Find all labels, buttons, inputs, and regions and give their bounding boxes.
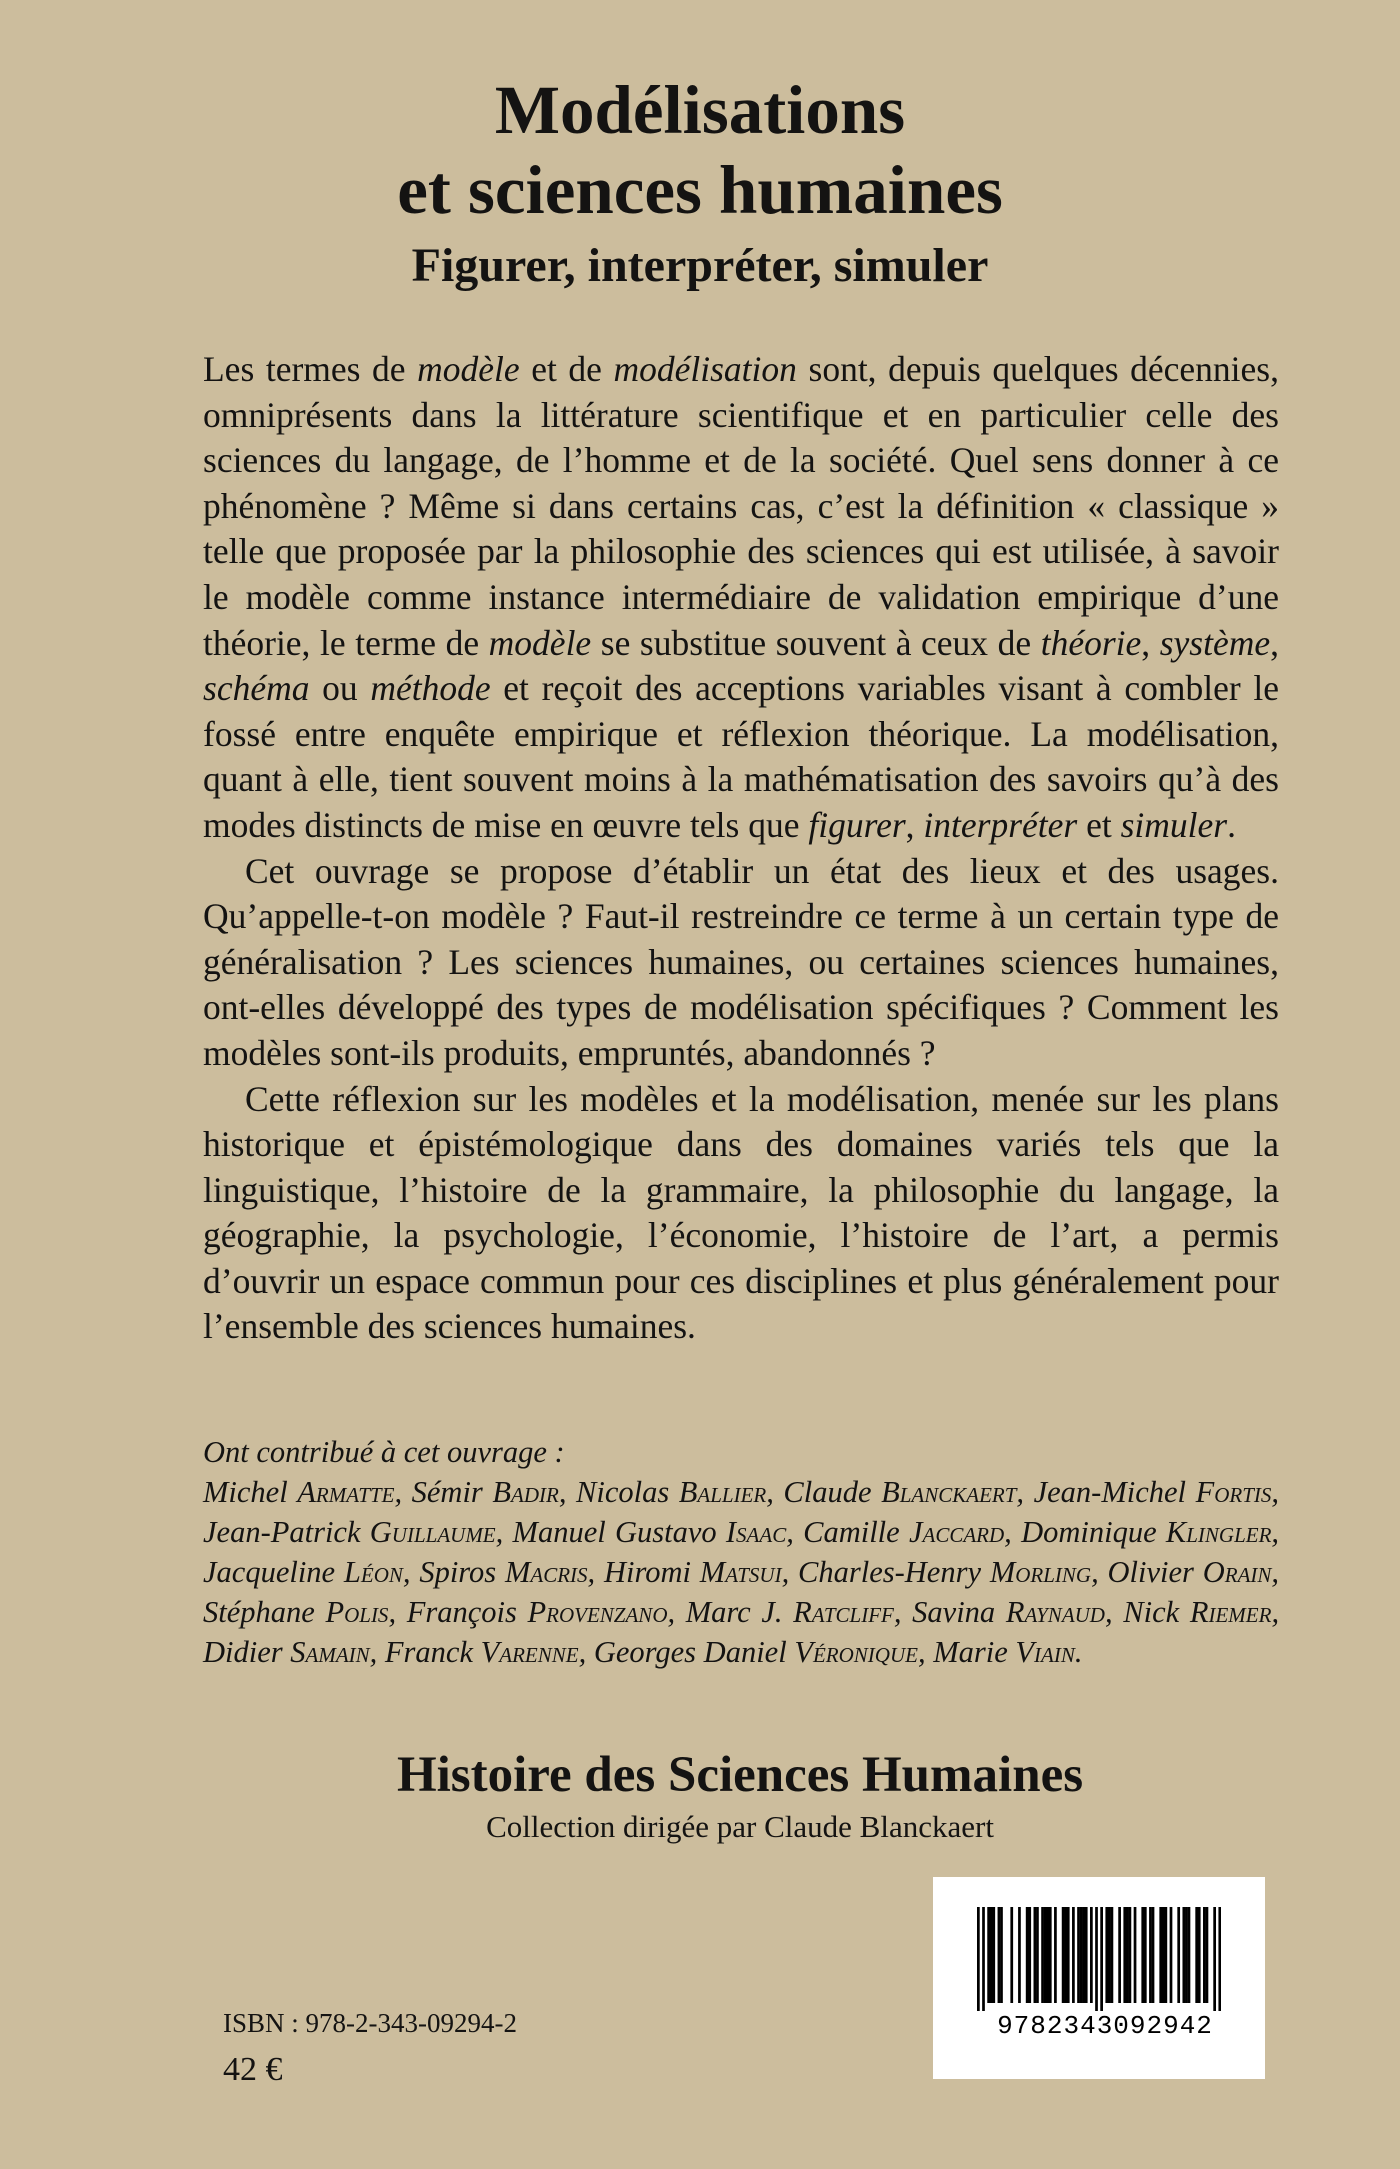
contributor: Spiros Macris,	[419, 1555, 604, 1589]
contributor: Jean-Patrick Guillaume,	[203, 1515, 513, 1549]
contributor: Nick Riemer,	[1123, 1595, 1280, 1629]
barcode-bar	[1141, 1907, 1144, 2003]
barcode-bar	[1026, 1907, 1029, 2003]
contributor-first-name: Olivier	[1107, 1555, 1194, 1589]
contributor-first-name: Didier	[203, 1635, 283, 1669]
barcode-bar	[1149, 1907, 1152, 2003]
contributor: Charles-Henry Morling,	[798, 1555, 1108, 1589]
barcode-bar	[1129, 1907, 1132, 2003]
barcode-bar	[998, 1907, 1001, 2003]
barcode-bar	[1072, 1907, 1075, 2003]
isbn: ISBN : 978-2-343-09294-2	[223, 2008, 517, 2038]
contributor-first-name: Camille	[803, 1515, 900, 1549]
contributor-first-name: Nicolas	[576, 1475, 670, 1509]
barcode-bar	[1049, 1907, 1052, 2003]
contributor-last-name: Jaccard	[908, 1515, 1005, 1549]
contributor-first-name: Nick	[1123, 1595, 1180, 1629]
contributor-first-name: Jean-Michel	[1033, 1475, 1187, 1509]
contributor-last-name: Blanckaert	[881, 1475, 1017, 1509]
contributor-last-name: Léon	[343, 1555, 403, 1589]
barcode-bar	[1062, 1907, 1065, 2003]
contributor-last-name: Fortis	[1195, 1475, 1272, 1509]
contributor: Marie Viain.	[933, 1635, 1083, 1669]
barcode	[933, 1877, 1265, 2079]
contributor-first-name: Savina	[912, 1595, 996, 1629]
text-run: ,	[1141, 622, 1160, 663]
text-run: ou	[309, 668, 371, 709]
contributor-last-name: Raynaud	[1005, 1595, 1105, 1629]
barcode-bar	[1126, 1907, 1129, 2003]
contributor-first-name: Stéphane	[203, 1595, 315, 1629]
contributor: Jacqueline Léon,	[203, 1555, 420, 1589]
back-cover-blurb	[203, 347, 1279, 1350]
italic-term: interpréter	[923, 804, 1078, 845]
barcode-digits: 9782343092942	[997, 2011, 1213, 2041]
contributor-last-name: Ratcliff	[793, 1595, 894, 1629]
italic-term: modèle	[417, 349, 520, 389]
series-title: Histoire des Sciences Humaines	[396, 1747, 1084, 1803]
contributor: Didier Samain,	[203, 1635, 385, 1669]
italic-term: schéma	[203, 668, 310, 709]
contributor-first-name: Michel	[203, 1475, 288, 1509]
contributor-first-name: Sémir	[411, 1475, 483, 1509]
contributor-last-name: Riemer	[1189, 1595, 1272, 1629]
contributor-last-name: Ballier	[678, 1475, 767, 1509]
barcode-bar	[1206, 1907, 1209, 2003]
book-subtitle: Figurer, interpréter, simuler	[411, 239, 989, 292]
series-editor: Collection dirigée par Claude Blanckaert	[486, 1809, 994, 1844]
text-run: et	[1077, 804, 1121, 845]
barcode-bar	[1028, 1907, 1031, 2003]
contributors-heading: Ont contribué à cet ouvrage :	[203, 1435, 565, 1469]
contributor: François Provenzano,	[406, 1595, 686, 1629]
barcode-bar	[1010, 1907, 1013, 2003]
barcode-bar	[1041, 1907, 1044, 2003]
italic-term: théorie	[1040, 622, 1142, 663]
barcode-bar	[1170, 1907, 1173, 2003]
contributor: Hiromi Matsui,	[603, 1555, 799, 1589]
contributor-last-name: Guillaume	[369, 1515, 496, 1549]
barcode-bar	[1198, 1907, 1201, 2003]
contributors-block	[203, 1432, 1279, 1672]
contributor-first-name: Spiros	[419, 1555, 497, 1589]
barcode-bar	[1195, 1907, 1198, 2003]
barcode-bar	[990, 1907, 993, 2003]
barcode-bar	[1213, 1907, 1216, 2011]
barcode-bar	[1105, 1907, 1108, 2003]
barcode-bar	[1111, 1907, 1114, 2003]
barcode-bar	[977, 1907, 980, 2011]
contributor-first-name: Charles-Henry	[798, 1555, 982, 1589]
barcode-bar	[1203, 1907, 1206, 2003]
barcode-bar	[1095, 1907, 1098, 2011]
contributor-last-name: Orain	[1202, 1555, 1272, 1589]
barcode-bar	[987, 1907, 990, 2003]
barcode-bar	[1108, 1907, 1111, 2003]
contributor-last-name: Klingler	[1165, 1515, 1272, 1549]
contributor-first-name: Hiromi	[603, 1555, 691, 1589]
contributor: Nicolas Ballier,	[576, 1475, 784, 1509]
barcode-bar	[1044, 1907, 1047, 2003]
barcode-bar	[1036, 1907, 1039, 2003]
contributor-last-name: Badir	[492, 1475, 559, 1509]
contributor-first-name: Claude	[783, 1475, 872, 1509]
italic-term: méthode	[370, 668, 491, 709]
price: 42 €	[223, 2051, 283, 2088]
blurb-paragraph-2: Cet ouvrage se propose d’établir un état des lieux et des usages. Qu’appelle-t-on modèle ? Faut-il restreindre ce terme à un certain type de généralisation ? Les sciences humaines, ou certaines sciences humaines, ont-elles développé des types de modélisation spécifiques ? Comment les modèles sont-ils produits, empruntés, abandonnés ?	[203, 850, 1279, 1073]
barcode-bar	[1077, 1907, 1080, 2003]
barcode-bar	[1144, 1907, 1147, 2003]
contributors-list	[203, 1472, 1279, 1672]
barcode-bar	[992, 1907, 995, 2003]
barcode-bar	[1080, 1907, 1083, 2003]
barcode-bar	[982, 1907, 985, 2011]
text-run: et de	[519, 349, 614, 389]
italic-term: figurer	[808, 804, 906, 845]
contributor-last-name: Provenzano	[527, 1595, 668, 1629]
contributor: Dominique Klingler,	[1021, 1515, 1280, 1549]
barcode-bar	[1034, 1907, 1037, 2003]
contributor-first-name: Jacqueline	[203, 1555, 336, 1589]
text-run: se substitue souvent à ceux de	[591, 622, 1041, 663]
contributor: Savina Raynaud,	[912, 1595, 1124, 1629]
contributor: Sémir Badir,	[411, 1475, 576, 1509]
barcode-bar	[1164, 1907, 1167, 2003]
contributor: Franck Varenne,	[384, 1635, 594, 1669]
barcode-bar	[1123, 1907, 1126, 2003]
italic-term: modélisation	[613, 349, 797, 389]
blurb-paragraph-1	[203, 347, 1279, 849]
barcode-bar	[1182, 1907, 1185, 2003]
contributor-first-name: Marie	[933, 1635, 1008, 1669]
barcode-bar	[1100, 1907, 1103, 2011]
contributor-last-name: Macris	[504, 1555, 588, 1589]
contributor-last-name: Matsui	[699, 1555, 782, 1589]
contributor-last-name: Viain	[1015, 1635, 1075, 1669]
barcode-bar	[1218, 1907, 1221, 2011]
contributor: Olivier Orain,	[1107, 1555, 1280, 1589]
text-run: Les termes de	[203, 349, 418, 389]
text-run: sont, depuis quelques décennies, omniprésents dans la littérature scientifique et en particulier celle des sciences du langage, de l’homme et de la société. Quel sens donner à ce phénomène ? Même si dans certains cas, c’est la définition « classique » telle que proposée par la philosophie des sciences qui est utilisée, à savoir le modèle comme instance intermédiaire de validation empirique d’une théorie, le terme de	[203, 349, 1279, 663]
italic-term: simuler	[1120, 804, 1228, 845]
barcode-bar	[1185, 1907, 1188, 2003]
barcode-bar	[1134, 1907, 1137, 2003]
barcode-bar	[1159, 1907, 1162, 2003]
blurb-paragraph-3: Cette réflexion sur les modèles et la modélisation, menée sur les plans historique et épistémologique dans des domaines variés tels que la linguistique, l’histoire de la grammaire, la philosophie du langage, la géographie, la psychologie, l’économie, l’histoire de l’art, a permis d’ouvrir un espace commun pour ces disciplines et plus généralement pour l’ensemble des sciences humaines.	[203, 1078, 1279, 1347]
book-title-line1: Modélisations	[494, 72, 906, 148]
text-run: ,	[1270, 622, 1280, 663]
contributor: Manuel Gustavo Isaac,	[512, 1515, 804, 1549]
text-run: et reçoit des acceptions variables visant à combler le fossé entre enquête empirique et réflexion théorique. La modélisation, quant à elle, tient souvent moins à la mathématisation des savoirs qu’à des modes distincts de mise en œuvre tels que	[203, 668, 1279, 845]
contributor-last-name: Véronique	[794, 1635, 918, 1669]
barcode-bar	[1067, 1907, 1070, 2003]
text-run: ,	[905, 804, 924, 845]
contributor: Georges Daniel Véronique,	[593, 1635, 934, 1669]
contributor-first-name: François	[406, 1595, 517, 1629]
book-title-line2: et sciences humaines	[397, 152, 1003, 228]
contributor: Camille Jaccard,	[803, 1515, 1022, 1549]
contributor: Claude Blanckaert,	[783, 1475, 1034, 1509]
contributor-first-name: Jean-Patrick	[203, 1515, 361, 1549]
book-title	[0, 70, 1400, 230]
contributor-last-name: Polis	[325, 1595, 389, 1629]
italic-term: modèle	[488, 622, 592, 663]
contributor: Stéphane Polis,	[203, 1595, 407, 1629]
barcode-bar	[1188, 1907, 1191, 2003]
contributor: Michel Armatte,	[203, 1475, 412, 1509]
italic-term: système	[1159, 622, 1271, 663]
barcode-bar	[1046, 1907, 1049, 2003]
barcode-bar	[1090, 1907, 1093, 2003]
text-run: .	[1227, 804, 1236, 845]
contributor-first-name: Marc J.	[685, 1595, 783, 1629]
barcode-bar	[1018, 1907, 1021, 2003]
barcode-bar	[1082, 1907, 1085, 2003]
contributor-first-name: Dominique	[1021, 1515, 1157, 1549]
contributor-first-name: Manuel Gustavo	[512, 1515, 717, 1549]
contributor: Marc J. Ratcliff,	[685, 1595, 913, 1629]
contributor: Jean-Michel Fortis,	[1033, 1475, 1280, 1509]
contributor-first-name: Georges Daniel	[593, 1635, 787, 1669]
barcode-bar	[1064, 1907, 1067, 2003]
barcode-bar	[1118, 1907, 1121, 2003]
barcode-bar	[1177, 1907, 1180, 2003]
contributor-last-name: Armatte	[297, 1475, 395, 1509]
barcode-bars	[977, 1907, 1221, 2011]
contributor-last-name: Varenne	[480, 1635, 579, 1669]
barcode-bar	[1054, 1907, 1057, 2003]
barcode-bar	[1162, 1907, 1165, 2003]
contributor-first-name: Franck	[384, 1635, 473, 1669]
contributor-last-name: Isaac	[725, 1515, 787, 1549]
barcode-bar	[1085, 1907, 1088, 2003]
contributor-last-name: Morling	[989, 1555, 1092, 1589]
contributor-last-name: Samain	[290, 1635, 370, 1669]
barcode-bar	[1152, 1907, 1155, 2003]
barcode-bar	[1000, 1907, 1003, 2003]
